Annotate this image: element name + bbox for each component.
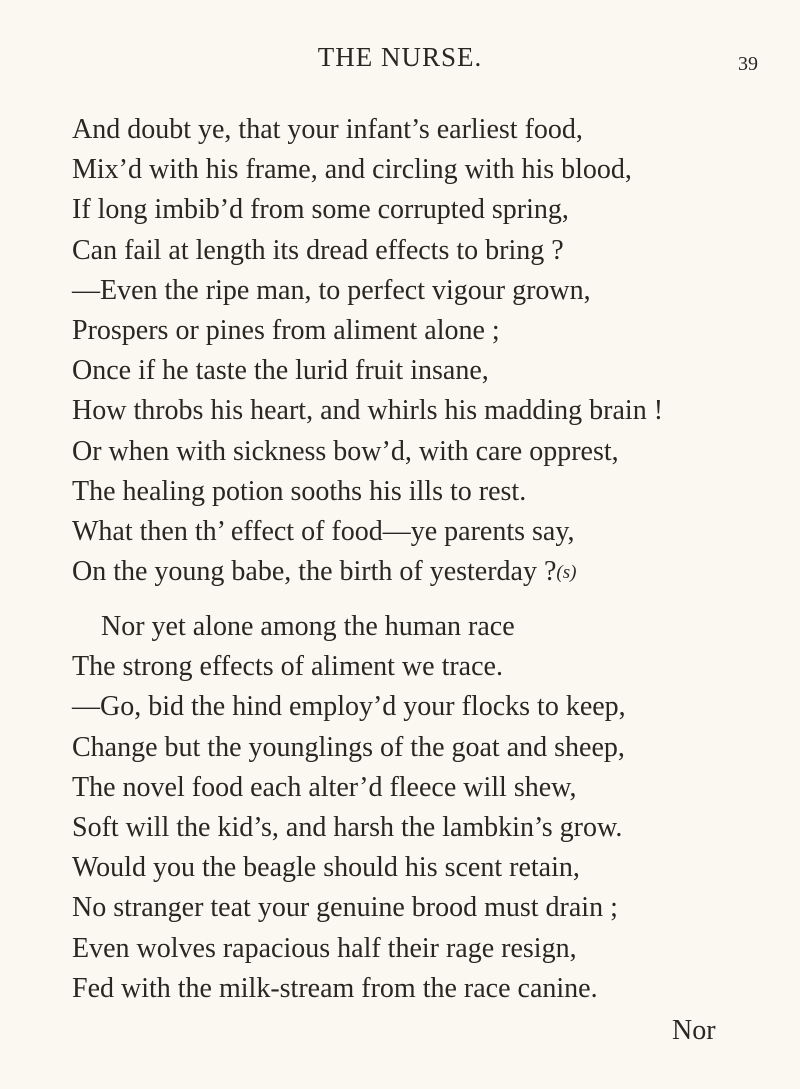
note-reference: (s) — [556, 562, 577, 584]
verse-line: Mix’d with his frame, and circling with his blood, — [72, 154, 632, 186]
verse-line-with-note — [72, 552, 752, 593]
verse-line: The strong effects of aliment we trace. — [72, 651, 503, 683]
verse-line: Nor yet alone among the human race — [101, 611, 515, 642]
stanza-1 — [72, 110, 752, 593]
verse-line: Or when with sickness bow’d, with care opprest, — [72, 435, 619, 467]
verse-line: The healing potion sooths his ills to rest. — [72, 475, 527, 507]
verse-line: How throbs his heart, and whirls his madding brain ! — [72, 395, 664, 427]
verse-line: If long imbib’d from some corrupted spring, — [72, 194, 569, 226]
verse-text: On the young babe, the birth of yesterday ? — [72, 556, 557, 588]
verse-line: No stranger teat your genuine brood must drain ; — [72, 892, 618, 924]
page-number: 39 — [738, 53, 758, 75]
verse-line: Once if he taste the lurid fruit insane, — [72, 355, 489, 387]
verse-line: Would you the beagle should his scent retain, — [72, 852, 580, 884]
verse-line: Change but the younglings of the goat and sheep, — [72, 731, 625, 763]
verse-line: And doubt ye, that your infant’s earliest food, — [72, 114, 583, 145]
verse-line: Even wolves rapacious half their rage resign, — [72, 932, 577, 964]
verse-line: —Go, bid the hind employ’d your flocks to keep, — [72, 691, 626, 723]
verse-line: Soft will the kid’s, and harsh the lambkin’s grow. — [72, 812, 623, 844]
verse-line: The novel food each alter’d fleece will shew, — [72, 771, 577, 803]
verse-line: Prospers or pines from aliment alone ; — [72, 315, 500, 347]
running-title: THE NURSE. — [317, 42, 483, 72]
stanza-2 — [72, 607, 752, 1009]
catchword: Nor — [672, 1015, 716, 1046]
verse-line: —Even the ripe man, to perfect vigour grown, — [72, 274, 591, 306]
verse-line: Fed with the milk-stream from the race canine. — [72, 972, 598, 1004]
verse-line: Can fail at length its dread effects to bring ? — [72, 234, 564, 266]
verse-line: What then th’ effect of food—ye parents say, — [72, 516, 575, 548]
